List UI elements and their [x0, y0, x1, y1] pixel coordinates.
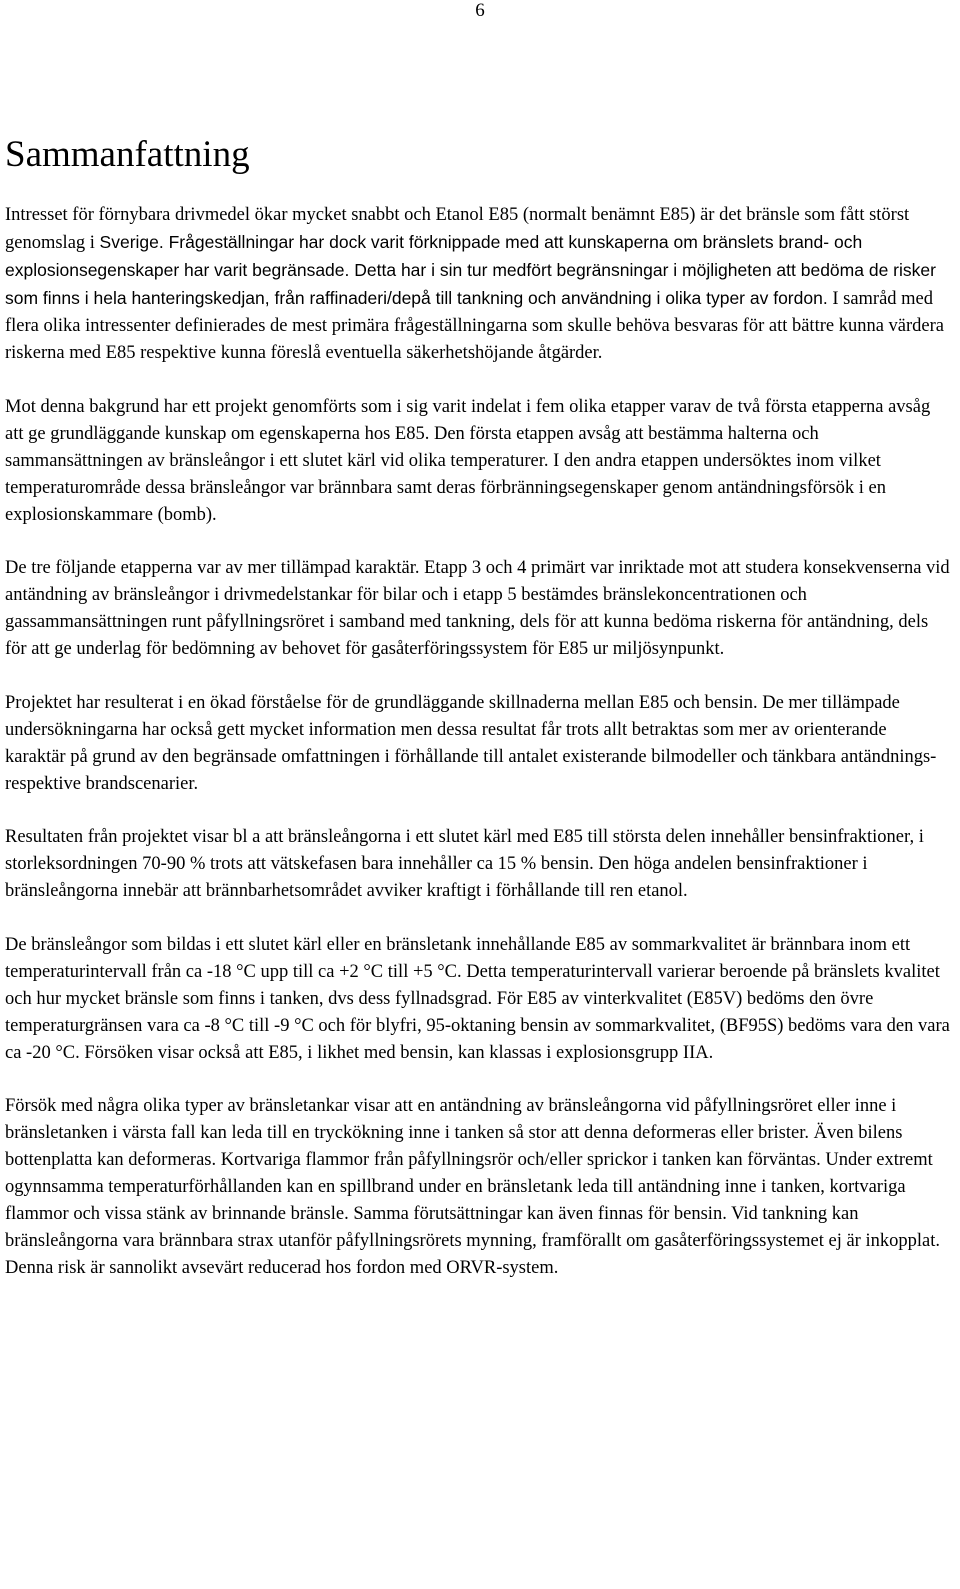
paragraph: De tre följande etapperna var av mer tillämpad karaktär. Etapp 3 och 4 primärt var inriktade mot att studera konsekvenserna vid antändning av bränsleångor i drivmedelstankar för bilar och i etapp 5 bestämdes bränslekoncentrationen och gassammansättningen runt påfyllningsröret i samband med tankning, dels för att kunna bedöma riskerna för antändning, dels för att ge underlag för bedömning av behovet för gasåterföringssystem för E85 ur miljösynpunkt. [5, 558, 950, 659]
document-body [5, 128, 950, 1309]
page-number: 6 [475, 0, 485, 21]
paragraph: Resultaten från projektet visar bl a att bränsleångorna i ett slutet kärl med E85 till största delen innehåller bensinfraktioner, i storleksordningen 70-90 % trots att vätskefasen bara innehåller ca 15 % bensin. Den höga andelen bensinfraktioner i bränsleångorna innebär att brännbarhetsområdet avviker kraftigt i förhållande till ren etanol. [5, 827, 924, 901]
paragraph: Projektet har resulterat i en ökad förståelse för de grundläggande skillnaderna mellan E85 och bensin. De mer tillämpade undersökningarna har också gett mycket information men dessa resultat får trots allt betraktas som mer av orienterande karaktär på grund av den begränsade omfattningen i förhållande till antalet existerande bilmodeller och tänkbara antändnings- respektive brandscenarier. [5, 692, 937, 794]
paragraph: Försök med några olika typer av bränsletankar visar att en antändning av bränsleångorna vid påfyllningsröret eller inne i bränsletanken i värsta fall kan leda till en tryckökning inne i tanken så stor att denna deformeras eller brister. Även bilens bottenplatta kan deformeras. Kortvariga flammor från påfyllningsrör och/eller sprickor i tanken kan förväntas. Under extremt ogynnsamma temperaturförhållanden kan en spillbrand under en bränsletank leda till antändning inne i tanken, kortvariga flammor och vissa stänk av brinnande bränsle. Samma förutsättningar kan även finnas för bensin. Vid tankning kan bränsleångorna vara brännbara strax utanför påfyllningsrörets mynning, framförallt om gasåterföringssystemet ej är inkopplat. Denna risk är sannolikt avsevärt reducerad hos fordon med ORVR-system. [5, 1096, 940, 1278]
paragraph: De bränsleångor som bildas i ett slutet kärl eller en bränsletank innehållande E85 av sommarkvalitet är brännbara inom ett temperaturintervall från ca -18 °C upp till ca +2 °C till +5 °C. Detta temperaturintervall varierar beroende på bränslets kvalitet och hur mycket bränsle som finns i tanken, dvs dess fyllnadsgrad. För E85 av vinterkvalitet (E85V) bedöms den övre temperaturgränsen vara ca -8 °C till -9 °C och för blyfri, 95-oktaning bensin av sommarkvalitet, (BF95S) bedöms vara den vara ca -20 °C. Försöken visar också att E85, i likhet med bensin, kan klassas i explosionsgrupp IIA. [5, 934, 950, 1063]
paragraph: Mot denna bakgrund har ett projekt genomförts som i sig varit indelat i fem olika etapper varav de två första etapperna avsåg att ge grundläggande kunskap om egenskaperna hos E85. Den första etappen avsåg att bestämma halterna och sammansättningen av bränsleångor i ett slutet kärl vid olika temperaturer. I den andra etappen undersöktes inom vilket temperaturområde dessa bränsleångor var brännbara samt deras förbränningsegenskaper genom antändningsförsök i en explosionskammare (bomb). [5, 396, 931, 525]
paragraph: Intresset för förnybara drivmedel ökar mycket snabbt och Etanol E85 (normalt benämnt E85) är det bränsle som fått störst genomslag i Sverige. Frågeställningar har dock varit förknippade med att kunskaperna om bränslets brand- och explosionsegenskaper har varit begränsade. Detta har i sin tur medfört begränsningar i möjligheten att bedöma de risker som finns i hela hanteringskedjan, från raffinaderi/depå till tankning och användning i olika typer av fordon. I samråd med flera olika intressenter definierades de mest primära frågeställningarna som skulle behöva besvaras för att bättre kunna värdera riskerna med E85 respektive kunna föreslå eventuella säkerhetshöjande åtgärder. [5, 205, 945, 363]
page-title: Sammanfattning [5, 134, 250, 175]
